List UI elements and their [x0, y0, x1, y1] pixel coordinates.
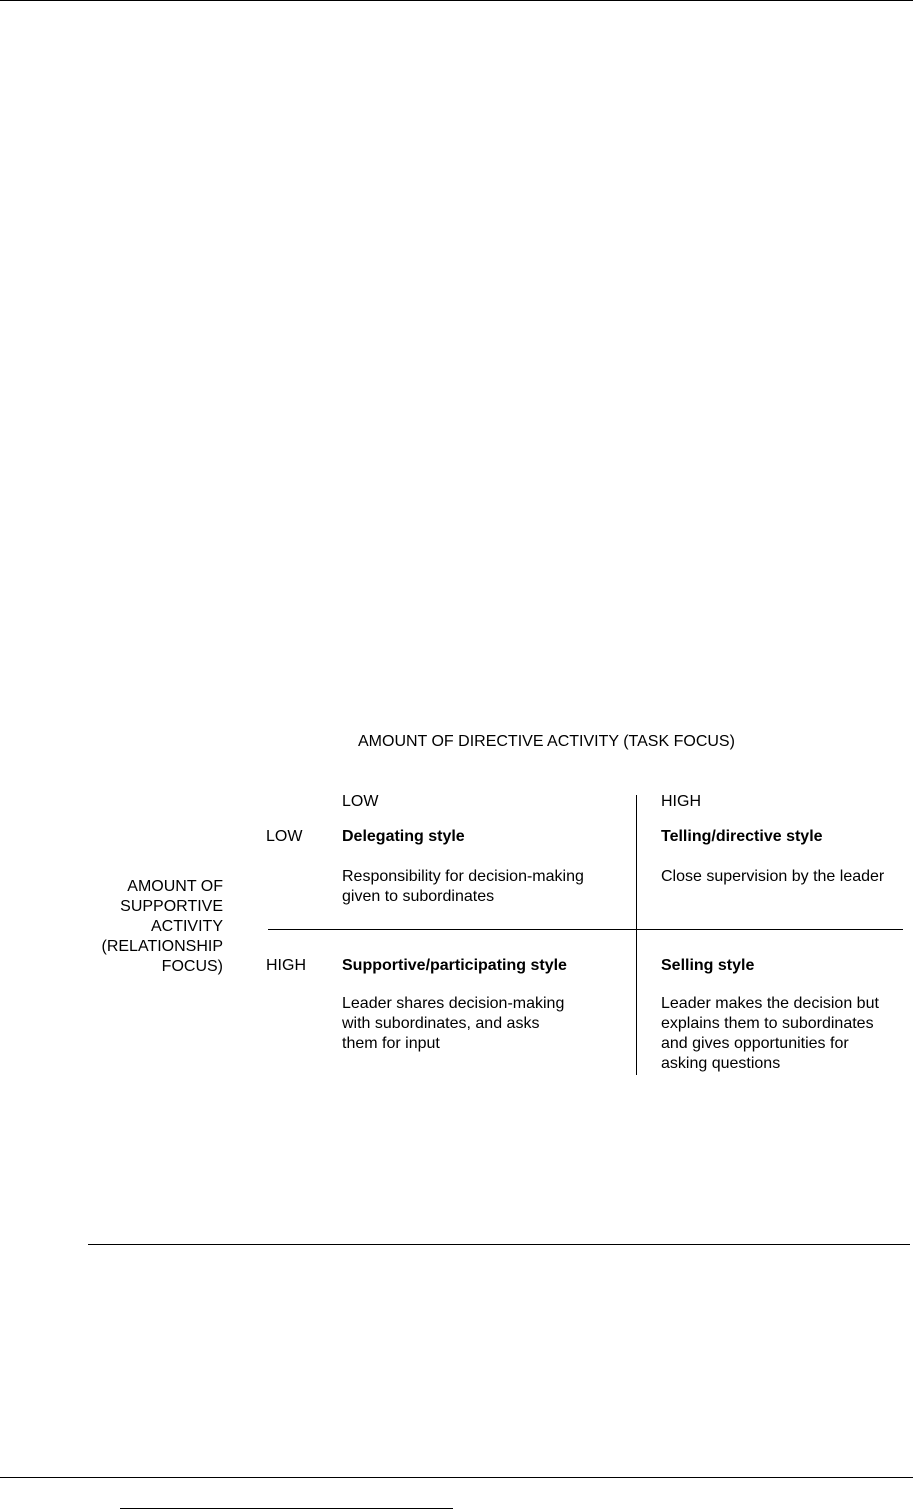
y-axis-title: AMOUNT OF SUPPORTIVE ACTIVITY (RELATIONSHIP FOCUS) [101, 878, 223, 975]
quadrant-title: Telling/directive style [661, 828, 823, 845]
quadrant-vertical-divider [636, 795, 637, 1075]
row-header-low: LOW [266, 828, 303, 845]
quadrant-description: Leader shares decision-making with subordinates, and asks them for input [342, 995, 565, 1052]
row-header-high: HIGH [266, 957, 306, 974]
quadrant-description: Responsibility for decision-making given to subordinates [342, 868, 584, 905]
quadrant-title: Selling style [661, 957, 755, 974]
quadrant-description: Leader makes the decision but explains them to subordinates and gives opportunities for asking questions [661, 995, 879, 1072]
bottom-page-rule [0, 1477, 913, 1478]
top-page-rule [0, 0, 913, 1]
quadrant-title: Supportive/participating style [342, 957, 567, 974]
column-header-high: HIGH [661, 793, 701, 810]
figure-bottom-rule [88, 1244, 910, 1245]
footer-link-underline [120, 1508, 453, 1509]
quadrant-horizontal-divider [268, 929, 903, 930]
quadrant-description: Close supervision by the leader [661, 868, 885, 885]
x-axis-title: AMOUNT OF DIRECTIVE ACTIVITY (TASK FOCUS) [358, 733, 735, 750]
quadrant-title: Delegating style [342, 828, 465, 845]
column-header-low: LOW [342, 793, 379, 810]
